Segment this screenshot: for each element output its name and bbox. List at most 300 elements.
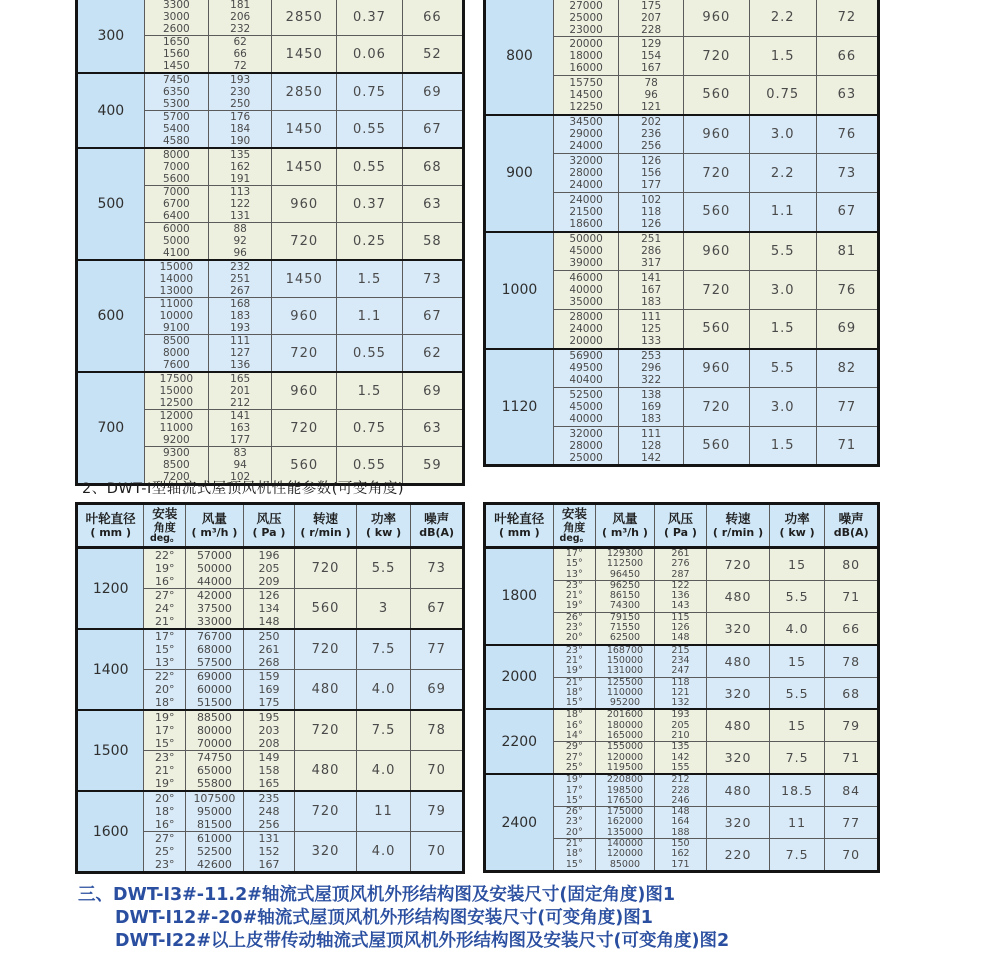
value-line: 11000 — [159, 298, 194, 310]
speed-cell: 2850 — [272, 73, 337, 111]
pressure-cell-stack — [655, 742, 706, 773]
value-line: 14° — [565, 730, 583, 742]
column-header — [144, 504, 186, 548]
pressure-cell-stack — [209, 0, 271, 35]
value-line: 12000 — [159, 410, 194, 422]
noise-cell: 78 — [825, 645, 879, 677]
column-header-line: ( m³/h ) — [191, 526, 238, 539]
power-cell: 0.55 — [337, 111, 403, 149]
noise-cell: 67 — [402, 298, 463, 335]
value-line: 42000 — [196, 589, 232, 602]
value-line: 250 — [258, 630, 280, 643]
flow-cell — [144, 223, 208, 261]
column-header-line: ( r/min ) — [300, 526, 351, 539]
angle-cell-stack — [554, 839, 596, 870]
value-line: 142 — [641, 451, 662, 464]
diameter-cell: 800 — [485, 0, 554, 115]
pressure-cell — [619, 232, 684, 271]
value-line: 148 — [258, 615, 280, 628]
flow-cell — [596, 742, 655, 774]
flow-cell — [186, 710, 244, 751]
value-line: 143 — [671, 600, 690, 612]
value-line: 209 — [258, 575, 280, 588]
flow-cell — [186, 832, 244, 873]
value-line: 168 — [230, 298, 251, 310]
value-line: 37500 — [196, 602, 232, 615]
header-row — [77, 504, 464, 548]
value-line: 253 — [641, 350, 662, 363]
angle-cell-stack — [554, 646, 596, 677]
angle-cell — [553, 839, 596, 872]
column-header — [485, 504, 554, 548]
value-line: 23° — [154, 751, 175, 764]
pressure-cell-stack — [209, 149, 271, 185]
column-header-line: 风压 — [256, 511, 282, 526]
flow-cell — [186, 548, 244, 589]
fan-performance-table — [75, 0, 465, 486]
value-line: 20° — [565, 826, 583, 838]
value-line: 268 — [258, 656, 280, 669]
value-line: 126 — [641, 217, 662, 230]
noise-cell: 59 — [402, 447, 463, 485]
value-line: 167 — [641, 284, 662, 296]
column-header-line: dB(A) — [833, 526, 869, 539]
value-line: 122 — [230, 198, 251, 210]
value-line: 287 — [671, 568, 690, 580]
value-line: 148 — [671, 632, 690, 644]
speed-cell: 480 — [707, 774, 770, 806]
pressure-cell — [243, 670, 294, 711]
value-line: 148 — [671, 806, 690, 818]
value-line: 85000 — [609, 858, 641, 870]
value-line: 65000 — [196, 764, 232, 777]
value-line: 193 — [671, 709, 690, 721]
flow-cell-stack — [554, 38, 618, 74]
value-line: 135000 — [606, 826, 644, 838]
value-line: 177 — [641, 179, 662, 191]
angle-cell — [144, 791, 186, 832]
table-variable-angle-1800-2400 — [483, 502, 880, 873]
power-cell: 4.0 — [356, 832, 411, 873]
value-line: 74300 — [609, 600, 641, 612]
value-line: 150 — [671, 838, 690, 850]
table-row-group — [77, 791, 464, 832]
value-line: 203 — [258, 724, 280, 737]
value-line: 250 — [230, 98, 251, 110]
value-line: 246 — [671, 794, 690, 806]
flow-cell-stack — [554, 311, 618, 347]
value-line: 23° — [154, 858, 175, 871]
noise-cell: 73 — [402, 260, 463, 298]
table-fixed-angle-300-700 — [75, 0, 465, 483]
flow-cell — [144, 111, 208, 149]
speed-cell: 320 — [707, 807, 770, 839]
value-line: 57500 — [196, 656, 232, 669]
noise-cell: 68 — [402, 148, 463, 186]
table-variable-angle-1200-1600 — [75, 502, 465, 874]
value-line: 135 — [671, 741, 690, 753]
value-line: 15° — [565, 558, 583, 570]
value-line: 95200 — [609, 697, 641, 709]
flow-cell — [553, 271, 618, 310]
pressure-cell-stack — [619, 272, 683, 308]
value-line: 169 — [641, 401, 662, 413]
value-line: 2600 — [162, 23, 190, 35]
angle-cell — [553, 774, 596, 806]
power-cell: 4.0 — [356, 670, 411, 711]
speed-cell: 1450 — [272, 260, 337, 298]
value-line: 6000 — [162, 223, 190, 235]
value-line: 46000 — [569, 272, 603, 284]
speed-cell: 720 — [683, 154, 749, 193]
power-cell: 0.25 — [337, 223, 403, 261]
value-line: 202 — [641, 116, 662, 129]
value-line: 92 — [233, 235, 247, 247]
pressure-cell — [619, 154, 684, 193]
noise-cell: 67 — [402, 111, 463, 149]
value-line: 133 — [641, 334, 662, 347]
diameter-cell: 1600 — [77, 791, 144, 873]
speed-cell: 560 — [683, 193, 749, 232]
value-line: 207 — [641, 11, 662, 24]
power-cell: 1.5 — [337, 372, 403, 410]
value-line: 32000 — [569, 427, 603, 440]
value-line: 18° — [565, 848, 583, 860]
value-line: 158 — [258, 764, 280, 777]
column-header-line: 功率 — [371, 511, 397, 526]
value-line: 196 — [258, 549, 280, 562]
angle-cell — [553, 580, 596, 612]
value-line: 195 — [258, 711, 280, 724]
value-line: 17° — [154, 724, 175, 737]
pressure-cell — [243, 710, 294, 751]
value-line: 125500 — [606, 676, 644, 688]
flow-cell — [596, 807, 655, 839]
flow-cell-stack — [186, 711, 243, 750]
power-cell: 7.5 — [356, 710, 411, 751]
column-header — [825, 504, 879, 548]
value-line: 17° — [565, 548, 583, 559]
pressure-cell-stack — [655, 646, 706, 677]
value-line: 175 — [641, 0, 662, 12]
noise-cell: 72 — [816, 0, 878, 37]
flow-cell-stack — [186, 751, 243, 790]
pressure-cell — [208, 73, 271, 111]
speed-cell: 720 — [707, 548, 770, 581]
value-line: 18000 — [569, 50, 603, 62]
value-line: 72 — [233, 60, 247, 72]
value-line: 20000 — [569, 334, 603, 347]
value-line: 22° — [154, 549, 175, 562]
pressure-cell-stack — [209, 298, 271, 334]
speed-cell: 480 — [707, 709, 770, 741]
power-cell: 0.55 — [337, 148, 403, 186]
column-header-line: 噪声 — [424, 511, 450, 526]
column-header — [411, 504, 464, 548]
value-line: 228 — [641, 23, 662, 36]
value-line: 122 — [671, 579, 690, 591]
value-line: 28000 — [569, 439, 603, 452]
column-header-line: ( mm ) — [90, 526, 131, 539]
pressure-cell-stack — [655, 710, 706, 741]
pressure-cell-stack — [244, 630, 294, 669]
column-header-line: 安装 — [561, 506, 587, 521]
speed-cell: 720 — [683, 388, 749, 427]
column-header — [186, 504, 244, 548]
pressure-cell — [619, 427, 684, 466]
value-line: 18° — [154, 696, 175, 709]
value-line: 14000 — [159, 273, 194, 285]
noise-cell: 76 — [816, 115, 878, 154]
column-header-line: 角度 — [563, 521, 586, 534]
value-line: 181 — [230, 0, 251, 11]
value-line: 14500 — [569, 88, 603, 101]
value-line: 286 — [641, 245, 662, 258]
value-line: 296 — [641, 362, 662, 375]
pressure-cell — [208, 223, 271, 261]
value-line: 13000 — [159, 285, 194, 297]
table-row-group — [485, 0, 879, 37]
fan-performance-table — [75, 502, 465, 874]
value-line: 78 — [644, 76, 658, 89]
power-cell: 1.5 — [749, 37, 816, 76]
speed-cell: 720 — [272, 410, 337, 447]
flow-cell — [186, 589, 244, 630]
flow-cell-stack — [145, 298, 208, 334]
value-line: 251 — [641, 233, 662, 246]
column-header-line: ( Pa ) — [664, 526, 697, 539]
value-line: 96450 — [609, 568, 641, 580]
value-line: 113 — [230, 186, 251, 198]
speed-cell: 720 — [272, 335, 337, 373]
speed-cell: 960 — [683, 349, 749, 388]
flow-cell — [553, 154, 618, 193]
value-line: 18600 — [569, 217, 603, 230]
pressure-cell-stack — [655, 581, 706, 612]
diameter-cell: 1120 — [485, 349, 554, 466]
value-line: 136 — [671, 590, 690, 602]
flow-cell — [553, 37, 618, 76]
value-line: 112500 — [606, 558, 644, 570]
flow-cell-stack — [554, 0, 618, 36]
value-line: 205 — [258, 562, 280, 575]
value-line: 13° — [565, 568, 583, 580]
pressure-cell-stack — [619, 38, 683, 74]
noise-cell: 77 — [825, 807, 879, 839]
value-line: 23000 — [569, 23, 603, 36]
pressure-cell-stack — [209, 410, 271, 446]
value-line: 234 — [671, 654, 690, 666]
table-row-group — [485, 115, 879, 154]
pressure-cell — [243, 629, 294, 670]
flow-cell — [553, 193, 618, 232]
table-row-group — [485, 645, 879, 677]
noise-cell: 80 — [825, 548, 879, 581]
table-row-group — [485, 232, 879, 271]
value-line: 17° — [565, 784, 583, 796]
value-line: 212 — [671, 774, 690, 786]
pressure-cell-stack — [244, 549, 294, 588]
pressure-cell-stack — [655, 839, 706, 870]
flow-cell — [553, 388, 618, 427]
value-line: 12500 — [159, 397, 194, 409]
header-row — [485, 504, 879, 548]
flow-cell-stack — [554, 116, 618, 152]
footer-note-line: 三、DWT-Ⅰ3#-11.2#轴流式屋顶风机外形结构图及安装尺寸(固定角度)图1 — [78, 885, 676, 905]
column-header-line: ( r/min ) — [712, 526, 764, 539]
noise-cell: 78 — [411, 710, 464, 751]
column-header — [596, 504, 655, 548]
value-line: 230 — [230, 86, 251, 98]
value-line: 21° — [565, 676, 583, 688]
value-line: 79150 — [609, 611, 641, 623]
table-row-group — [77, 260, 464, 298]
power-cell: 5.5 — [769, 580, 825, 612]
value-line: 24° — [154, 602, 175, 615]
speed-cell: 320 — [295, 832, 357, 873]
value-line: 29000 — [569, 128, 603, 141]
value-line: 15° — [154, 737, 175, 750]
column-header-line: 安装 — [152, 506, 178, 521]
column-header-line: 风压 — [667, 511, 693, 526]
pressure-cell-stack — [209, 223, 271, 259]
pressure-cell — [619, 0, 684, 37]
column-header-line: 叶轮直径 — [494, 511, 545, 526]
flow-cell-stack — [596, 742, 654, 773]
diameter-cell: 2400 — [485, 774, 554, 871]
pressure-cell-stack — [619, 0, 683, 36]
angle-cell — [553, 645, 596, 677]
table-row-group — [77, 148, 464, 186]
value-line: 27000 — [569, 0, 603, 12]
flow-cell-stack — [145, 36, 208, 72]
value-line: 155 — [671, 761, 690, 773]
value-line: 171 — [671, 858, 690, 870]
value-line: 24000 — [569, 179, 603, 191]
value-line: 16000 — [569, 62, 603, 74]
value-line: 26° — [565, 611, 583, 623]
flow-cell — [596, 580, 655, 612]
angle-cell-stack — [144, 751, 185, 790]
column-header-line: ( kw ) — [779, 526, 815, 539]
value-line: 66 — [233, 48, 247, 60]
flow-cell — [553, 349, 618, 388]
pressure-cell — [208, 410, 271, 447]
power-cell: 0.55 — [337, 447, 403, 485]
flow-cell — [553, 232, 618, 271]
diameter-cell: 1200 — [77, 548, 144, 630]
speed-cell: 960 — [683, 0, 749, 37]
pressure-cell-stack — [209, 261, 271, 297]
pressure-cell-stack — [619, 311, 683, 347]
pressure-cell-stack — [655, 549, 706, 580]
speed-cell: 480 — [707, 580, 770, 612]
value-line: 251 — [230, 273, 251, 285]
value-line: 127 — [230, 347, 251, 359]
value-line: 155000 — [606, 741, 644, 753]
speed-cell: 560 — [683, 427, 749, 466]
value-line: 33000 — [196, 615, 232, 628]
pressure-cell-stack — [244, 792, 294, 831]
value-line: 21° — [154, 615, 175, 628]
power-cell: 0.06 — [337, 36, 403, 74]
noise-cell: 69 — [402, 73, 463, 111]
pressure-cell — [654, 807, 706, 839]
flow-cell — [144, 335, 208, 373]
noise-cell: 70 — [411, 751, 464, 792]
angle-cell-stack — [554, 678, 596, 709]
value-line: 29° — [565, 741, 583, 753]
value-line: 26° — [565, 806, 583, 818]
speed-cell: 560 — [295, 589, 357, 630]
value-line: 232 — [230, 23, 251, 35]
noise-cell: 84 — [825, 774, 879, 806]
pressure-cell-stack — [619, 194, 683, 230]
noise-cell: 66 — [825, 612, 879, 644]
table-row-group — [77, 73, 464, 111]
flow-cell — [144, 298, 208, 335]
pressure-cell — [654, 548, 706, 581]
value-line: 131 — [258, 832, 280, 845]
value-line: 24000 — [569, 140, 603, 153]
angle-cell-stack — [144, 630, 185, 669]
pressure-cell — [654, 774, 706, 806]
flow-cell-stack — [596, 549, 654, 580]
value-line: 61000 — [196, 832, 232, 845]
value-line: 168700 — [606, 644, 644, 656]
value-line: 52500 — [196, 845, 232, 858]
value-line: 7000 — [162, 161, 190, 173]
column-header — [654, 504, 706, 548]
value-line: 45000 — [569, 245, 603, 258]
value-line: 57000 — [196, 549, 232, 562]
table-row-group — [485, 774, 879, 806]
table-fixed-angle-800-1120 — [483, 0, 880, 472]
pressure-cell — [619, 193, 684, 232]
value-line: 176 — [230, 111, 251, 123]
value-line: 19° — [565, 600, 583, 612]
flow-cell-stack — [554, 155, 618, 191]
noise-cell: 52 — [402, 36, 463, 74]
speed-cell: 720 — [683, 271, 749, 310]
value-line: 138 — [641, 389, 662, 401]
angle-cell-stack — [144, 589, 185, 628]
value-line: 276 — [671, 558, 690, 570]
speed-cell: 1450 — [272, 36, 337, 74]
flow-cell-stack — [145, 373, 208, 409]
value-line: 1560 — [162, 48, 190, 60]
pressure-cell — [208, 111, 271, 149]
value-line: 32000 — [569, 155, 603, 167]
value-line: 6700 — [162, 198, 190, 210]
value-line: 165 — [258, 777, 280, 790]
value-line: 16° — [565, 719, 583, 731]
diameter-cell: 1800 — [485, 548, 554, 645]
value-line: 152 — [258, 845, 280, 858]
value-line: 163 — [230, 422, 251, 434]
value-line: 4100 — [162, 247, 190, 259]
power-cell: 0.75 — [749, 76, 816, 115]
value-line: 25° — [565, 761, 583, 773]
value-line: 15° — [154, 643, 175, 656]
value-line: 40400 — [569, 374, 603, 387]
angle-cell-stack — [144, 711, 185, 750]
value-line: 18° — [154, 805, 175, 818]
value-line: 8000 — [162, 347, 190, 359]
value-line: 15° — [565, 794, 583, 806]
diameter-cell: 700 — [77, 372, 145, 485]
value-line: 34500 — [569, 116, 603, 129]
